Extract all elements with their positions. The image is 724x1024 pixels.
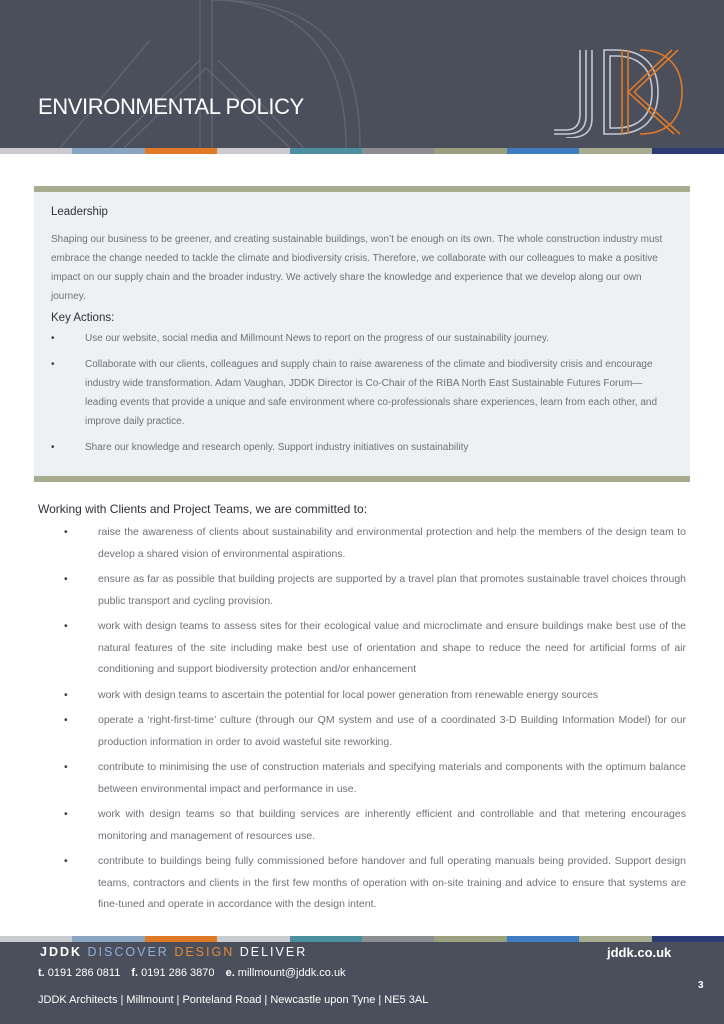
bullet: • xyxy=(64,688,68,701)
bullet: • xyxy=(64,714,68,726)
commitments-heading: Working with Clients and Project Teams, we are committed to: xyxy=(38,502,368,516)
website-link[interactable]: jddk.co.uk xyxy=(607,945,672,960)
commitment-item xyxy=(64,710,686,753)
commitment-text: work with design teams so that building services are inherently efficient and controllable and that metering encourages monitoring and management of resources use. xyxy=(98,808,686,842)
stripe-segment xyxy=(145,148,217,154)
email-link[interactable]: millmount@jddk.co.uk xyxy=(237,967,346,979)
key-action-item xyxy=(51,438,677,457)
key-action-text: Collaborate with our clients, colleagues and supply chain to raise awareness of the climate and biodiversity crisis and encourage industry wide transformation. Adam Vaughan, JDDK Director is Co-Chair of the RIBA North East Sustainable Futures Forum— leading events that provide a unique and safe environment where co-professionals share experiences, learn from each other, and improve daily practice. xyxy=(85,359,658,427)
commitment-item xyxy=(64,685,686,707)
stripe-segment xyxy=(0,148,72,154)
commitment-text: work with design teams to ascertain the potential for local power generation from renewable energy sources xyxy=(98,688,599,701)
header-color-stripe xyxy=(0,148,724,154)
email-label: e. xyxy=(225,967,235,979)
page-footer xyxy=(0,942,724,1024)
footer-tagline xyxy=(40,945,307,959)
page-number: 3 xyxy=(698,980,704,991)
commitment-item xyxy=(64,569,686,612)
tagline-discover: DISCOVER xyxy=(87,945,169,959)
stripe-segment xyxy=(434,148,506,154)
leadership-paragraph: Shaping our business to be greener, and creating sustainable buildings, won’t be enough on its own. The whole construction industry must embrace the change needed to tackle the climate and biodiversity crisis. Therefore, we collaborate with our colleagues to make a positive impact on our supply chain and the broader industry. We actively share the knowledge and experience that we develop along our own journey. xyxy=(51,234,663,302)
tagline-design: DESIGN xyxy=(174,945,235,959)
key-action-item xyxy=(51,355,677,431)
stripe-segment xyxy=(217,148,289,154)
bullet: • xyxy=(64,761,68,773)
page-header xyxy=(0,0,724,148)
commitment-text: contribute to buildings being fully commissioned before handover and full operating manuals being provided. Support design teams, contractors and clients in the first few months of operation with on-site training and advice to ensure that systems are fine-tuned and operate in accordance with the design intent. xyxy=(98,855,686,910)
stripe-segment xyxy=(507,148,579,154)
stripe-segment xyxy=(579,148,651,154)
commitment-text: contribute to minimising the use of construction materials and specifying materials and components with the optimum balance between environmental impact and performance in use. xyxy=(98,761,686,795)
leadership-heading: Leadership xyxy=(51,206,108,218)
tagline-deliver: DELIVER xyxy=(239,945,308,959)
key-actions-list xyxy=(51,329,677,457)
stripe-segment xyxy=(652,148,724,154)
key-action-text: Share our knowledge and research openly. Support industry initiatives on sustainability xyxy=(85,442,469,453)
fax-label: f. xyxy=(131,967,139,979)
commitment-text: ensure as far as possible that building projects are supported by a travel plan that promotes sustainable travel choices through public transport and cycling provision. xyxy=(98,573,686,607)
leadership-panel xyxy=(34,186,690,482)
bullet: • xyxy=(51,359,55,370)
commitment-text: raise the awareness of clients about sustainability and environmental protection and help the members of the design team to develop a shared vision of environmental aspirations. xyxy=(98,526,686,560)
stripe-segment xyxy=(72,148,144,154)
key-action-text: Use our website, social media and Millmount News to report on the progress of our sustainability journey. xyxy=(85,333,549,344)
key-action-item xyxy=(51,329,677,348)
commitment-item xyxy=(64,804,686,847)
bullet: • xyxy=(51,442,55,453)
bullet: • xyxy=(64,573,68,585)
stripe-segment xyxy=(290,148,362,154)
fax-number: 0191 286 3870 xyxy=(141,967,215,979)
commitments-list xyxy=(64,522,686,920)
phone-label: t. xyxy=(38,967,45,979)
footer-contacts xyxy=(38,967,346,979)
commitment-text: work with design teams to assess sites for their ecological value and microclimate and ensure buildings make best use of the natural features of the site including make best use of orientation and shape to reduce the need for artificial forms of air conditioning and support biodiversity protection and/or enhancement xyxy=(98,620,686,675)
commitment-item xyxy=(64,851,686,916)
bullet: • xyxy=(64,808,68,820)
footer-address: JDDK Architects | Millmount | Ponteland Road | Newcastle upon Tyne | NE5 3AL xyxy=(38,994,429,1006)
bullet: • xyxy=(64,855,68,867)
commitment-text: operate a ‘right-first-time’ culture (through our QM system and use of a coordinated 3-D Building Information Model) for our production information in order to avoid wasteful site reworking. xyxy=(98,714,686,748)
jddk-logo-icon xyxy=(550,46,686,138)
bullet: • xyxy=(64,620,68,632)
commitment-item xyxy=(64,522,686,565)
stripe-segment xyxy=(362,148,434,154)
tagline-brand: JDDK xyxy=(40,945,83,959)
bullet: • xyxy=(51,333,55,344)
bullet: • xyxy=(64,526,68,538)
commitment-item xyxy=(64,616,686,681)
phone-number[interactable]: 0191 286 0811 xyxy=(47,967,121,979)
key-actions-heading: Key Actions: xyxy=(51,312,115,324)
page-title: ENVIRONMENTAL POLICY xyxy=(38,94,304,119)
commitment-item xyxy=(64,757,686,800)
